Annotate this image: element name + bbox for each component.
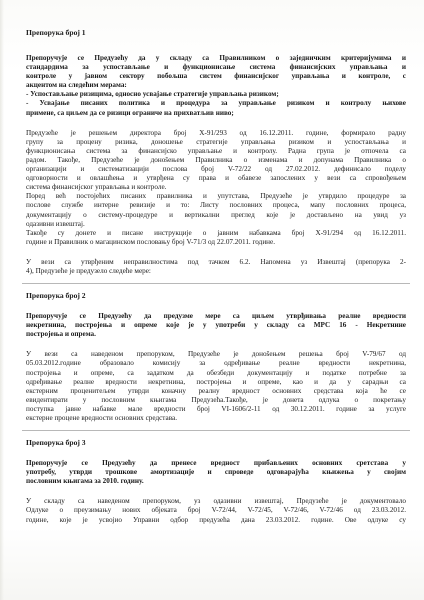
text-line: екстерним проценитељем утврди коначну реалну вредност основних средстава која ће се [26, 386, 406, 395]
section-divider [22, 430, 410, 431]
text-line: Препоручује се Предузећу да у складу са Правилником о заједничким критеријумима и [26, 54, 406, 62]
text-line: функционисања система за финансијско управљање и контролу. Радна група је отпочела са [26, 146, 406, 155]
text-line: одазивни извештај. [26, 219, 85, 228]
text-line: документацију о систему-процедуре и вертикални преглед које је достављено на увид уз [26, 210, 406, 219]
text-line: Одлуке о преузимању нових објеката број V-72/44, V-72/45, V-72/46, V-72/46 од 23.03.2012. [26, 506, 406, 515]
text-line: система финансијског управљања и контроле. [26, 183, 167, 192]
text-line: контроле у јавном сектору побољша систем финансијског управљања и контроле, с [26, 72, 406, 81]
section-heading: Препорука број 3 [26, 438, 86, 448]
text-line: поступка јавне набавке мале вредности број VI-1606/2-11 од 30.12.2011. године за услуге [26, 404, 406, 413]
text-line: Препоручује се Предузећу да предузме мере са циљем утврђивања реалне вредности [26, 312, 406, 321]
text-line: евидентирати у пословним књигама Предузећа.Такође, је донета одлука о покретању [26, 395, 406, 404]
recommendation-text [26, 459, 406, 486]
text-line: године, које је усвојио Управни одбор предузећа дана 23.03.2012. године. Ове одлуке су [26, 515, 406, 524]
recommendation-3 [26, 438, 406, 525]
text-line: групу за процену ризика, доношење стратегије управљања ризиком и успостављања и [26, 137, 406, 146]
section-heading: Препорука број 2 [26, 291, 86, 301]
section-heading: Препорука број 1 [26, 28, 86, 37]
text-line: употребу, утврди трошкове амортизације и спроведе одговарајућа књижења у својим [26, 468, 406, 477]
section-divider [22, 283, 410, 284]
text-line: организацији и систематизацији послова број V-72/22 од 27.02.2012. дефинисало поделу [26, 165, 406, 174]
text-line: примене, са циљем да се ризици ограниче на прихватљив ниво; [26, 108, 234, 117]
recommendation-1 [26, 28, 406, 276]
text-line: Предузеће је решењем директора број Х-91/293 од 16.12.2011. године, формирало радну [26, 128, 406, 137]
recommendation-2 [26, 291, 406, 423]
text-line: пословe службе интерне ревизије и то: Листу пословних процеса, мапу пословних процеса, [26, 201, 406, 210]
text-line: године и Правилник о магацинском пословању број V-71/3 од 22.07.2011. године. [26, 237, 275, 246]
text-line: стандардима за успостављање и функционисање система финансијских управљања и [26, 63, 406, 72]
text-line: одговорности и овлашћења и утврђена су права и обавезе запослених у вези са спровођењем [26, 174, 406, 183]
text-line: Такође су донете и писане инструкције о јавним набавкама број Х-91/294 од 16.12.2011. [26, 228, 406, 237]
text-line: - Усвајање писаних политика и процедура за управљање ризиком и контролу њихове [26, 99, 406, 108]
text-line: Поред већ постојећих писаних правилника и упутстава, Предузеће је утврдило процедуре за [26, 192, 406, 201]
response-text [26, 129, 406, 276]
text-line: постројења и опреме, са задатком да обезбеди документацију и податке потребне за [26, 368, 406, 377]
recommendation-text [26, 312, 406, 339]
text-line: 05.03.2012.године образовало комисију за одређивање реалне вредности некретнина, [26, 359, 406, 368]
text-line: У складу са наведеном препоруком, уз одазивни извештај, Предузеће је документовало [26, 497, 406, 506]
text-line: - Успостављање ризицима, односно усвајање стратегије управљања ризиком; [26, 90, 279, 99]
page-edge-shadow [0, 0, 4, 600]
text-line: екстерне процене вредности основних средстава. [26, 414, 178, 422]
text-line: постројења и опрема. [26, 330, 96, 339]
text-line: У вези са наведеном препоруком, Предузеће је донošењем решења број V-79/67 од [26, 350, 406, 359]
text-line: пословним књигама за 2010. годину. [26, 477, 144, 486]
text-line: У вези са утврђеним неправилностима под тачком 6.2. Напомена уз Извештај (препорука 2- [26, 257, 406, 266]
text-line: одређивање реалне вредности некретнина, постројења и опреме, као и да у сарадњи са [26, 377, 406, 386]
text-line: радом. Такође, Предузеће је донošењем Правилника о изменама и допунама Правилника о [26, 155, 406, 164]
text-line: Препоручује се Предузећу да пренесе вредност прибављених основних сретстава у [26, 459, 406, 468]
response-text [26, 497, 406, 524]
text-line: 4), Предузеће је предузело следеће мере: [26, 266, 151, 275]
text-line: акцентом на следећим мерама: [26, 81, 127, 90]
response-text [26, 350, 406, 423]
text-line: некретнина, постројења и опреме које је у употреби у складу са МРС 16 - Некретнине [26, 321, 406, 330]
recommendation-text [26, 54, 406, 118]
